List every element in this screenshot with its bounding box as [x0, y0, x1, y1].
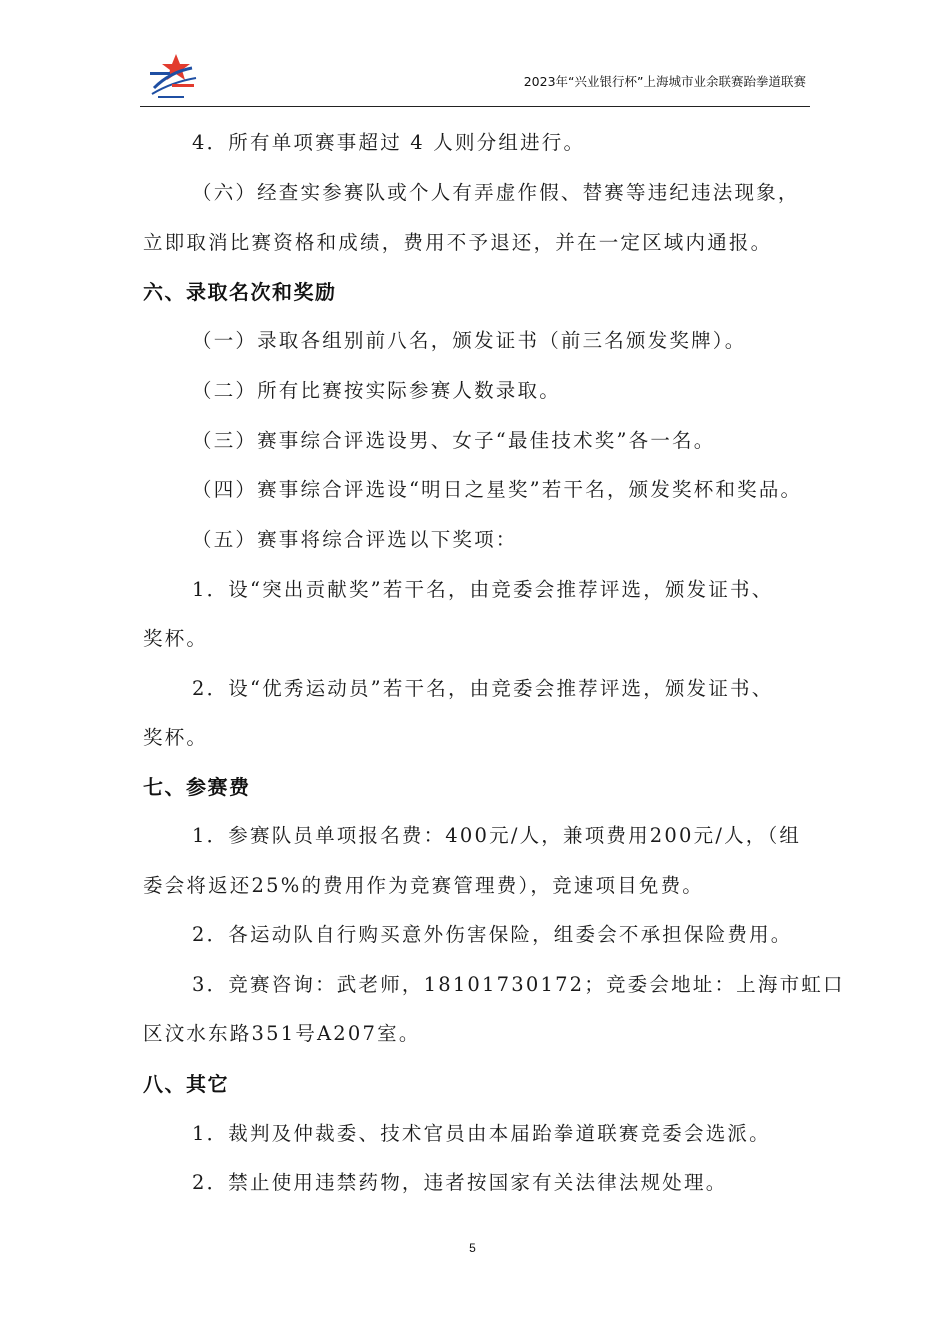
body-line: 委会将返还25%的费用作为竞赛管理费），竞速项目免费。 — [143, 874, 704, 897]
page-number: 5 — [469, 1241, 476, 1255]
body-line: 4．所有单项赛事超过 4 人则分组进行。 — [192, 131, 586, 154]
body-line: （四）赛事综合评选设“明日之星奖”若干名，颁发奖杯和奖品。 — [192, 478, 803, 501]
body-line: 1．设“突出贡献奖”若干名，由竞委会推荐评选，颁发证书、 — [192, 578, 774, 601]
body-line: 奖杯。 — [143, 627, 209, 650]
section-heading-8: 八、其它 — [143, 1072, 229, 1096]
section-heading-6: 六、录取名次和奖励 — [143, 280, 337, 304]
body-line: （三）赛事综合评选设男、女子“最佳技术奖”各一名。 — [192, 429, 716, 452]
body-line: 3．竞赛咨询：武老师，18101730172；竞委会地址：上海市虹口 — [192, 973, 845, 996]
page-header — [140, 44, 810, 107]
body-line: （五）赛事将综合评选以下奖项： — [192, 528, 518, 551]
body-line: （一）录取各组别前八名，颁发证书（前三名颁发奖牌）。 — [192, 329, 747, 352]
body-line: 1．参赛队员单项报名费：400元/人，兼项费用200元/人，（组 — [192, 824, 802, 847]
body-line: （二）所有比赛按实际参赛人数录取。 — [192, 379, 561, 402]
body-line: 1．裁判及仲裁委、技术官员由本届跆拳道联赛竞委会选派。 — [192, 1122, 771, 1145]
body-line: 2．设“优秀运动员”若干名，由竞委会推荐评选，颁发证书、 — [192, 677, 774, 700]
body-line: （六）经查实参赛队或个人有弄虚作假、替赛等违纪违法现象， — [192, 181, 800, 204]
amateur-games-logo-icon — [146, 48, 202, 102]
body-line: 2．各运动队自行购买意外伤害保险，组委会不承担保险费用。 — [192, 923, 793, 946]
body-line: 奖杯。 — [143, 726, 209, 749]
body-line: 区汶水东路351号A207室。 — [143, 1022, 421, 1045]
body-line: 2．禁止使用违禁药物，违者按国家有关法律法规处理。 — [192, 1171, 728, 1194]
body-line: 立即取消比赛资格和成绩，费用不予退还，并在一定区域内通报。 — [143, 231, 773, 254]
section-heading-7: 七、参赛费 — [143, 775, 251, 799]
header-title: 2023年“兴业银行杯”上海城市业余联赛跆拳道联赛 — [523, 74, 806, 89]
